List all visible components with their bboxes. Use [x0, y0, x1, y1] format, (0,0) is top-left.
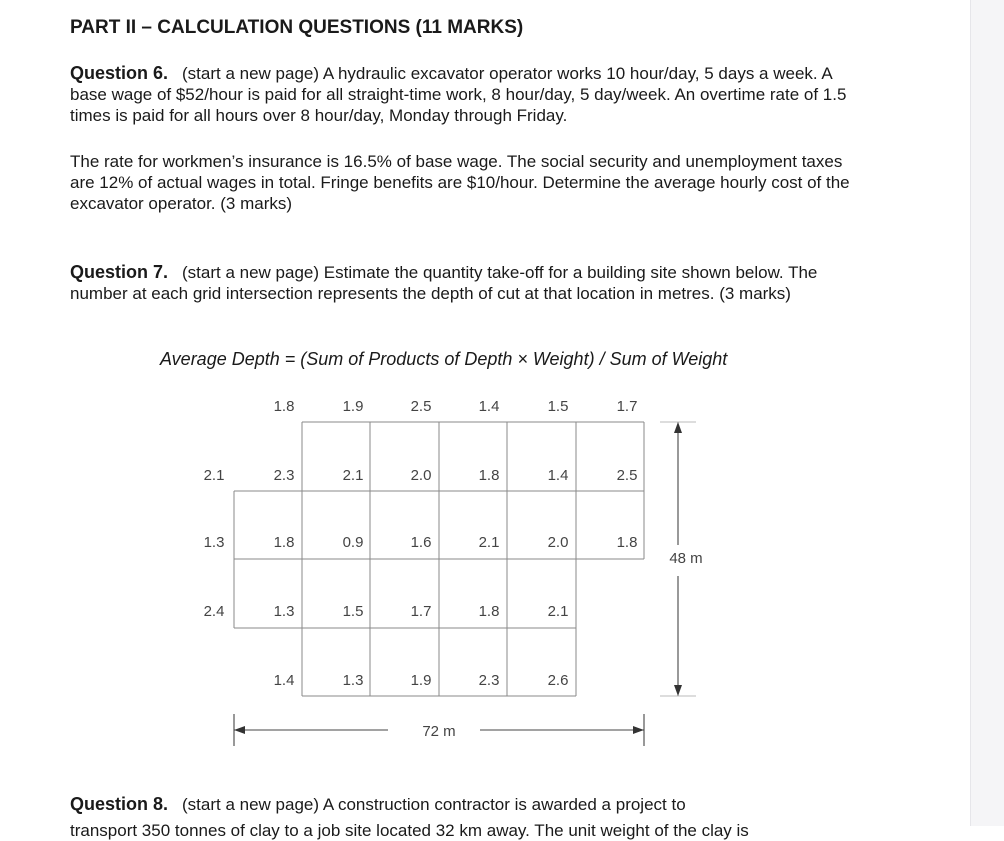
width-label: 72 m [422, 723, 456, 740]
scroll-gutter [970, 0, 1004, 826]
question-7-label: Question 7. [70, 262, 169, 282]
question-7-text: (start a new page) Estimate the quantity take-off for a building site shown below. The number at each grid intersection represents the depth of cut at that location in metres. (3 marks) [70, 263, 818, 303]
depth-value: 1.5 [342, 603, 364, 620]
depth-value: 1.8 [273, 398, 295, 415]
question-8-label: Question 8. [70, 794, 169, 814]
depth-value: 1.7 [616, 398, 638, 415]
depth-value: 2.3 [478, 672, 500, 689]
depth-value: 1.8 [616, 534, 638, 551]
grid-depth-labels [204, 398, 638, 689]
height-label: 48 m [669, 550, 703, 567]
depth-value: 1.4 [273, 672, 295, 689]
depth-value: 2.6 [547, 672, 569, 689]
depth-value: 2.4 [203, 603, 225, 620]
depth-value: 1.3 [273, 603, 295, 620]
arrow-left-icon [234, 726, 245, 734]
depth-value: 1.3 [203, 534, 225, 551]
average-depth-formula: Average Depth = (Sum of Products of Depth × Weight) / Sum of Weight [160, 349, 728, 369]
question-8-paragraph [70, 794, 870, 815]
section-heading: PART II – CALCULATION QUESTIONS (11 MARKS) [70, 17, 524, 38]
depth-value: 1.7 [410, 603, 432, 620]
arrow-down-icon [674, 685, 682, 696]
depth-value: 1.8 [273, 534, 295, 551]
depth-value: 2.1 [342, 467, 364, 484]
depth-value: 1.9 [410, 672, 432, 689]
depth-value: 1.9 [342, 398, 364, 415]
width-dimension [234, 714, 644, 746]
depth-value: 2.5 [616, 467, 638, 484]
depth-value: 2.0 [410, 467, 432, 484]
depth-value: 2.3 [273, 467, 295, 484]
arrow-up-icon [674, 422, 682, 433]
depth-value: 1.5 [547, 398, 569, 415]
arrow-right-icon [633, 726, 644, 734]
depth-value: 0.9 [342, 534, 364, 551]
depth-value: 1.6 [410, 534, 432, 551]
grid-lines [234, 422, 644, 696]
height-dimension [660, 422, 703, 696]
depth-value: 1.3 [342, 672, 364, 689]
depth-value: 1.8 [478, 603, 500, 620]
question-6-paragraph-2: The rate for workmen’s insurance is 16.5% of base wage. The social security and unemployment taxes are 12% of actual wages in total. Fringe benefits are $10/hour. Determine the average hourly cost of the excavator operator. (3 marks) [70, 152, 850, 213]
question-8-cutoff-line: transport 350 tonnes of clay to a job site located 32 km away. The unit weight of the clay is [70, 821, 749, 840]
question-6-label: Question 6. [70, 63, 169, 83]
depth-value: 1.4 [478, 398, 500, 415]
depth-value: 2.1 [203, 467, 225, 484]
depth-value: 2.0 [547, 534, 569, 551]
depth-value: 1.8 [478, 467, 500, 484]
question-8-text: (start a new page) A construction contractor is awarded a project to [182, 795, 686, 814]
question-6-text: (start a new page) A hydraulic excavator operator works 10 hour/day, 5 days a week. A base wage of $52/hour is paid for all straight-time work, 8 hour/day, 5 day/week. An overtime rate of 1.5 times is paid for all hours over 8 hour/day, Monday through Friday. [70, 64, 847, 125]
depth-value: 2.1 [478, 534, 500, 551]
depth-value: 1.4 [547, 467, 569, 484]
depth-value: 2.5 [410, 398, 432, 415]
depth-value: 2.1 [547, 603, 569, 620]
